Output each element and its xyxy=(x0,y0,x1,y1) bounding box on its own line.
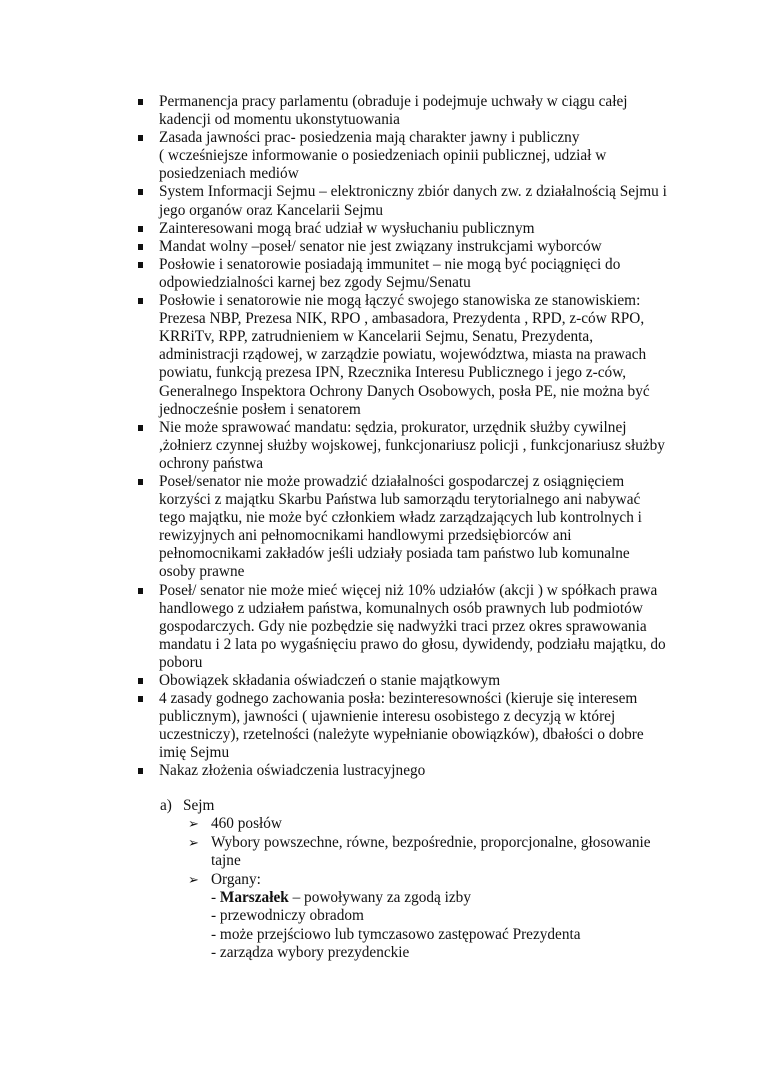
list-item-line: odpowiedzialności karnej bez zgody Sejmu/Senatu xyxy=(159,273,471,291)
section-heading xyxy=(0,797,760,815)
arrow-bullet-icon: ➢ xyxy=(188,871,199,887)
list-item xyxy=(0,582,760,672)
square-bullet-icon xyxy=(138,262,143,268)
list-item-line: ,żołnierz czynnej służby wojskowej, funkcjonariusz policji , funkcjonariusz służby xyxy=(159,436,665,454)
square-bullet-icon xyxy=(138,135,143,141)
list-item xyxy=(0,473,760,582)
square-bullet-icon xyxy=(138,298,143,304)
bold-rest: – powoływany za zgodą izby xyxy=(288,888,471,906)
list-item-line: Poseł/senator nie może prowadzić działalności gospodarczej z osiągnięciem xyxy=(159,472,625,490)
list-item-line: Prezesa NBP, Prezesa NIK, RPO , ambasadora, Prezydenta , RPD, z-ców RPO, xyxy=(159,310,645,328)
arrow-item-text: Organy: xyxy=(211,870,261,888)
list-item xyxy=(0,256,760,292)
list-item-line: korzyści z majątku Skarbu Państwa lub samorządu terytorialnego ani nabywać xyxy=(159,491,641,509)
square-bullet-icon xyxy=(138,99,143,105)
organ-detail-text: - może przejściowo lub tymczasowo zastępować Prezydenta xyxy=(211,925,581,943)
bullet-list xyxy=(0,93,760,781)
list-item xyxy=(0,690,760,762)
list-item-line: KRRiTv, RPP, zatrudnieniem w Kancelarii Sejmu, Senatu, Prezydenta, xyxy=(159,328,594,346)
list-item xyxy=(0,292,760,419)
organ-detail-text: - przewodniczy obradom xyxy=(211,907,364,925)
list-item-line: tego majątku, nie może być członkiem władz zarządzających lub kontrolnych i xyxy=(159,509,642,527)
list-item xyxy=(0,238,760,256)
list-item-line: jednocześnie posłem i senatorem xyxy=(159,400,361,418)
arrow-item-text: tajne xyxy=(211,852,241,870)
arrow-bullet-icon: ➢ xyxy=(188,816,199,832)
square-bullet-icon xyxy=(138,244,143,250)
list-item-line: publicznym), jawności ( ujawnienie interesu osobistego z decyzją w której xyxy=(159,708,616,726)
list-item-line: Nie może sprawować mandatu: sędzia, prokurator, urzędnik służby cywilnej xyxy=(159,418,627,436)
section-sejm xyxy=(0,797,760,963)
square-bullet-icon xyxy=(138,678,143,684)
list-item-line: Mandat wolny –poseł/ senator nie jest związany instrukcjami wyborców xyxy=(159,237,602,255)
square-bullet-icon xyxy=(138,696,143,702)
list-item xyxy=(0,183,760,219)
square-bullet-icon xyxy=(138,189,143,195)
square-bullet-icon xyxy=(138,588,143,594)
list-item-line: gospodarczych. Gdy nie pozbędzie się nadwyżki traci przez okres sprawowania xyxy=(159,617,647,635)
arrow-list-item xyxy=(0,815,760,833)
list-item-line: Obowiązek składania oświadczeń o stanie majątkowym xyxy=(159,672,501,689)
section-title: Sejm xyxy=(183,797,215,814)
list-item-line: Posłowie i senatorowie nie mogą łączyć swojego stanowiska ze stanowiskiem: xyxy=(159,292,641,310)
dash-prefix: - xyxy=(211,888,220,906)
list-item-line: Posłowie i senatorowie posiadają immunitet – nie mogą być pociągnięci do xyxy=(159,255,621,273)
list-item-line: Permanencja pracy parlamentu (obraduje i podejmuje uchwały w ciągu całej xyxy=(159,93,628,110)
list-item xyxy=(0,419,760,473)
square-bullet-icon xyxy=(138,479,143,485)
list-item xyxy=(0,220,760,238)
list-item-line: osoby prawne xyxy=(159,563,245,581)
arrow-list-item xyxy=(0,834,760,852)
organ-details xyxy=(0,907,760,962)
list-item-line: powiatu, funkcją prezesa IPN, Rzecznika Interesu Publicznego i jego z-ców, xyxy=(159,364,627,382)
square-bullet-icon xyxy=(138,768,143,774)
list-item-line: System Informacji Sejmu – elektroniczny zbiór danych zw. z działalnością Sejmu i xyxy=(159,183,667,201)
list-item-line: imię Sejmu xyxy=(159,744,230,762)
list-item-line: 4 zasady godnego zachowania posła: bezinteresowności (kieruje się interesem xyxy=(159,690,638,708)
bold-term: Marszałek xyxy=(219,888,289,906)
list-item-line: handlowego z udziałem państwa, komunalnych osób prawnych lub podmiotów xyxy=(159,599,643,617)
list-item-line: ( wcześniejsze informowanie o posiedzeniach opinii publicznej, udział w xyxy=(159,147,607,165)
list-item-line: ochrony państwa xyxy=(159,454,264,472)
arrow-list-item xyxy=(0,852,760,870)
list-item-line: administracji rządowej, w zarządzie powiatu, województwa, miasta na prawach xyxy=(159,346,647,364)
list-item xyxy=(0,129,760,183)
list-item xyxy=(0,672,760,690)
arrow-item-text: Wybory powszechne, równe, bezpośrednie, proporcjonalne, głosowanie xyxy=(211,833,651,851)
list-item-line: Generalnego Inspektora Ochrony Danych Osobowych, posła PE, nie można być xyxy=(159,382,650,400)
list-item-line: Poseł/ senator nie może mieć więcej niż 10% udziałów (akcji ) w spółkach prawa xyxy=(159,581,658,599)
list-item-line: Zainteresowani mogą brać udział w wysłuchaniu publicznym xyxy=(159,219,535,237)
organ-detail-line xyxy=(0,926,760,944)
arrow-item-text: 460 posłów xyxy=(211,815,282,833)
list-item xyxy=(0,762,760,780)
organ-detail-line xyxy=(0,944,760,962)
list-item-line: rewizyjnych ani pełnomocnikami handlowymi przedsiębiorców ani xyxy=(159,527,572,545)
list-item-line: pełnomocnikami zakładów jeśli udziały posiada tam państwo lub komunalne xyxy=(159,545,630,563)
arrow-bullet-icon: ➢ xyxy=(188,834,199,850)
list-item-line: jego organów oraz Kancelarii Sejmu xyxy=(159,201,383,219)
square-bullet-icon xyxy=(138,226,143,232)
section-marker: a) xyxy=(160,797,172,814)
arrow-list-item xyxy=(0,871,760,889)
list-item-line: Zasada jawności prac- posiedzenia mają charakter jawny i publiczny xyxy=(159,129,580,147)
organ-detail-text: - zarządza wybory prezydenckie xyxy=(211,944,410,962)
list-item-line: uczestniczy), rzetelności (należyte wypełnianie obowiązków), dbałości o dobre xyxy=(159,726,644,744)
organ-detail-line xyxy=(0,907,760,925)
list-item xyxy=(0,93,760,129)
list-item-line: posiedzeniach mediów xyxy=(159,165,299,183)
list-item-line: mandatu i 2 lata po wygaśnięciu prawo do głosu, dywidendy, podziału majątku, do xyxy=(159,635,666,653)
square-bullet-icon xyxy=(138,425,143,431)
organ-line xyxy=(0,889,760,907)
arrow-list xyxy=(0,815,760,889)
list-item-line: Nakaz złożenia oświadczenia lustracyjnego xyxy=(159,762,426,780)
list-item-line: kadencji od momentu ukonstytuowania xyxy=(159,111,400,129)
list-item-line: poboru xyxy=(159,653,203,671)
